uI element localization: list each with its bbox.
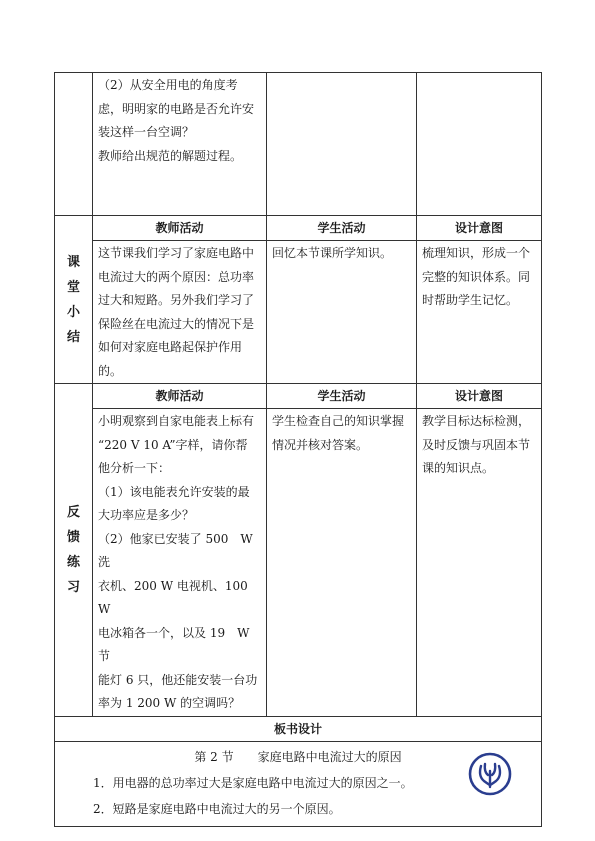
summary-design-cell <box>417 241 542 384</box>
feedback-label-char: 练 <box>66 554 80 570</box>
summary-teacher-cell <box>93 241 267 384</box>
design-intent-header: 设计意图 <box>417 216 542 241</box>
teacher-activity-line: 虑，明明家的电路是否允许安 <box>98 101 255 116</box>
summary-label-cell <box>55 216 93 384</box>
continuation-teacher-cell <box>93 73 267 216</box>
student-activity-line: 学生检查自己的知识掌握 <box>272 414 405 428</box>
teacher-activity-header: 教师活动 <box>93 216 267 241</box>
board-item: 2．短路是家庭电路中电流过大的另一个原因。 <box>93 801 341 816</box>
summary-label-char: 结 <box>66 329 80 345</box>
teacher-activity-line: 大功率应是多少？ <box>98 508 195 522</box>
feedback-header-row <box>55 384 542 409</box>
feedback-design-cell <box>417 409 542 717</box>
board-item: 1．用电器的总功率过大是家庭电路中电流过大的原因之一。 <box>93 775 413 790</box>
student-activity-header: 学生活动 <box>267 384 417 409</box>
teacher-activity-line: （2）他家已安装了 500 W 洗 <box>98 531 253 569</box>
teacher-activity-line: 电冰箱各一个，以及 19 W 节 <box>98 625 250 663</box>
design-intent-line: 课的知识点。 <box>422 461 495 475</box>
design-intent-line: 时帮助学生记忆。 <box>422 293 519 307</box>
student-activity-line: 回忆本节课所学知识。 <box>272 246 393 260</box>
teacher-activity-line: 他分析一下： <box>98 461 171 475</box>
teacher-activity-line: 过大和短路。另外我们学习了 <box>98 293 255 307</box>
teacher-activity-line: 教师给出规范的解题过程。 <box>98 148 243 163</box>
continuation-design-cell <box>417 73 542 216</box>
publisher-logo-icon <box>468 752 512 796</box>
summary-student-cell <box>267 241 417 384</box>
teacher-activity-line: 这节课我们学习了家庭电路中 <box>98 246 255 260</box>
summary-label-char: 课 <box>66 254 80 270</box>
teacher-activity-line: 装这样一台空调？ <box>98 125 195 139</box>
teacher-activity-line: （2）从安全用电的角度考 <box>98 78 238 92</box>
continuation-student-cell <box>267 73 417 216</box>
teacher-activity-line: 保险丝在电流过大的情况下是 <box>98 316 255 331</box>
teacher-activity-line: “220 V 10 A”字样，请你帮 <box>98 437 248 452</box>
summary-label-char: 小 <box>66 304 80 320</box>
teacher-activity-line: 能灯 6 只，他还能安装一台功 <box>98 672 258 687</box>
teacher-activity-line: 率为 1 200 W 的空调吗？ <box>98 696 241 710</box>
summary-content-row <box>55 241 542 384</box>
teacher-activity-line: 电流过大的两个原因：总功率 <box>98 269 255 284</box>
feedback-teacher-cell <box>93 409 267 717</box>
feedback-label-char: 反 <box>66 504 80 520</box>
board-heading-row <box>55 716 542 741</box>
design-intent-line: 教学目标达标检测， <box>422 414 531 428</box>
feedback-label-char: 习 <box>66 579 80 595</box>
feedback-student-cell <box>267 409 417 717</box>
teacher-activity-line: 的。 <box>98 363 123 378</box>
feedback-content-row <box>55 409 542 717</box>
feedback-label-cell <box>55 384 93 717</box>
teacher-activity-line: 如何对家庭电路起保护作用 <box>98 340 243 354</box>
design-intent-line: 完整的知识体系。同 <box>422 269 531 284</box>
design-intent-line: 及时反馈与巩固本节 <box>422 437 531 452</box>
teacher-activity-line: （1）该电能表允许安装的最 <box>98 484 250 499</box>
summary-header-row <box>55 216 542 241</box>
continuation-row <box>55 73 542 216</box>
summary-label-char: 堂 <box>66 279 80 295</box>
design-intent-line: 梳理知识，形成一个 <box>422 246 531 260</box>
student-activity-header: 学生活动 <box>267 216 417 241</box>
student-activity-line: 情况并核对答案。 <box>272 437 369 452</box>
teacher-activity-line: 衣机、200 W 电视机、100 W <box>98 578 248 616</box>
feedback-label-char: 馈 <box>66 529 80 545</box>
lesson-plan-table <box>54 72 542 827</box>
design-intent-header: 设计意图 <box>417 384 542 409</box>
teacher-activity-line: 小明观察到自家电能表上标有 <box>98 414 255 428</box>
board-title: 第 2 节 家庭电路中电流过大的原因 <box>194 749 402 764</box>
teacher-activity-header: 教师活动 <box>93 384 267 409</box>
continuation-side-cell <box>55 73 93 216</box>
board-heading: 板书设计 <box>55 716 542 741</box>
